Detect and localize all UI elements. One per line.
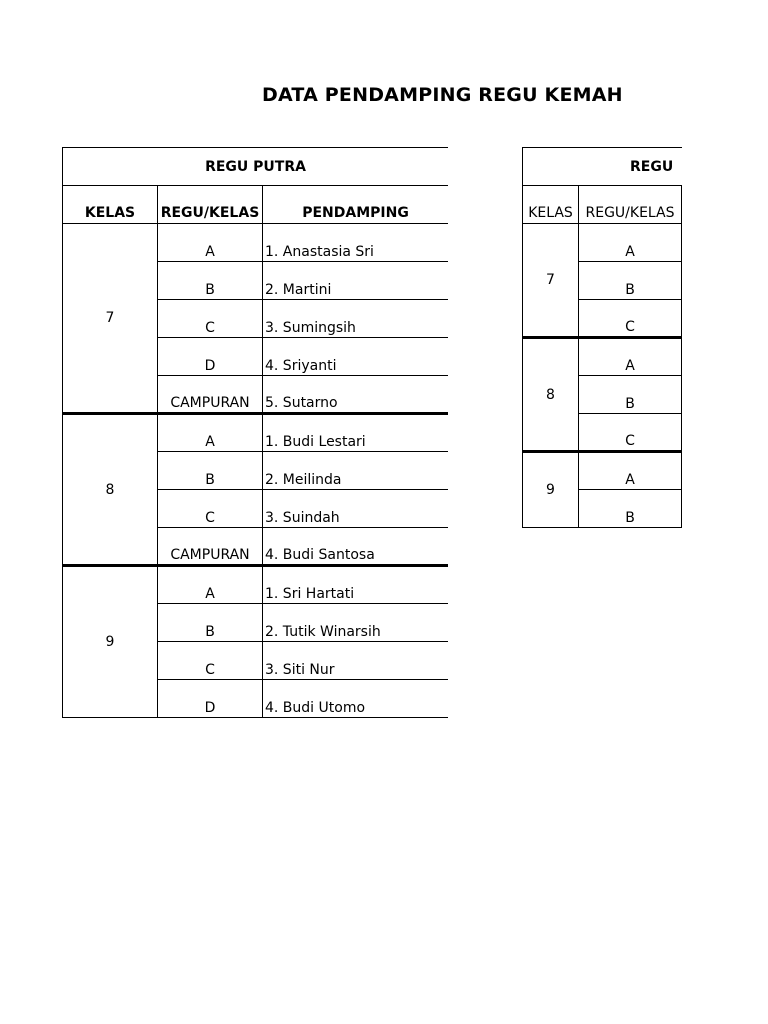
regu-cell: B bbox=[158, 452, 263, 490]
regu-cell: D bbox=[158, 338, 263, 376]
kelas-cell: 8 bbox=[523, 338, 579, 452]
regu-cell: B bbox=[579, 262, 682, 300]
table-row bbox=[63, 566, 449, 604]
kelas-cell: 9 bbox=[63, 566, 158, 718]
regu-cell: C bbox=[158, 642, 263, 680]
regu-putra-table bbox=[62, 147, 448, 718]
table-row bbox=[523, 452, 683, 490]
table-row bbox=[523, 338, 683, 376]
kelas-cell: 8 bbox=[63, 414, 158, 566]
pendamping-cell: 4. Sriyanti bbox=[263, 338, 449, 376]
pendamping-cell: 2. Tutik Winarsih bbox=[263, 604, 449, 642]
pendamping-cell: 1. Sri Hartati bbox=[263, 566, 449, 604]
regu-cell: C bbox=[158, 490, 263, 528]
pendamping-cell: 2. Martini bbox=[263, 262, 449, 300]
kelas-cell: 9 bbox=[523, 452, 579, 528]
regu-cell: B bbox=[579, 376, 682, 414]
column-header-regu-kelas: REGU/KELAS bbox=[579, 186, 682, 224]
pendamping-cell: 3. Siti Nur bbox=[263, 642, 449, 680]
blank-cell bbox=[682, 338, 683, 376]
pendamping-cell: 4. Budi Utomo bbox=[263, 680, 449, 718]
blank-cell bbox=[682, 376, 683, 414]
regu-cell: A bbox=[579, 224, 682, 262]
column-header-blank bbox=[682, 186, 683, 224]
regu-putri-table bbox=[522, 147, 682, 528]
blank-cell bbox=[682, 300, 683, 338]
regu-cell: B bbox=[158, 262, 263, 300]
regu-cell: A bbox=[579, 452, 682, 490]
regu-cell: D bbox=[158, 680, 263, 718]
kelas-cell: 7 bbox=[523, 224, 579, 338]
blank-cell bbox=[682, 224, 683, 262]
pendamping-cell: 5. Sutarno bbox=[263, 376, 449, 414]
pendamping-cell: 4. Budi Santosa bbox=[263, 528, 449, 566]
pendamping-cell: 3. Suindah bbox=[263, 490, 449, 528]
blank-cell bbox=[682, 262, 683, 300]
regu-cell: C bbox=[579, 300, 682, 338]
blank-cell bbox=[682, 490, 683, 528]
regu-cell: CAMPURAN bbox=[158, 376, 263, 414]
pendamping-cell: 3. Sumingsih bbox=[263, 300, 449, 338]
table-row bbox=[63, 414, 449, 452]
regu-cell: A bbox=[158, 224, 263, 262]
regu-cell: C bbox=[158, 300, 263, 338]
regu-cell: A bbox=[158, 414, 263, 452]
regu-cell: C bbox=[579, 414, 682, 452]
regu-putri-heading: REGU bbox=[523, 148, 683, 186]
blank-cell bbox=[682, 452, 683, 490]
kelas-cell: 7 bbox=[63, 224, 158, 414]
regu-putri-sheet bbox=[522, 147, 682, 537]
regu-putra-sheet bbox=[62, 147, 448, 730]
page-title: DATA PENDAMPING REGU KEMAH bbox=[262, 84, 623, 106]
column-header-regu-kelas: REGU/KELAS bbox=[158, 186, 263, 224]
regu-cell: A bbox=[158, 566, 263, 604]
table-row bbox=[63, 224, 449, 262]
pendamping-cell: 2. Meilinda bbox=[263, 452, 449, 490]
regu-putra-heading: REGU PUTRA bbox=[63, 148, 449, 186]
regu-cell: B bbox=[579, 490, 682, 528]
column-header-kelas: KELAS bbox=[63, 186, 158, 224]
pendamping-cell: 1. Anastasia Sri bbox=[263, 224, 449, 262]
regu-cell: A bbox=[579, 338, 682, 376]
column-header-kelas: KELAS bbox=[523, 186, 579, 224]
column-header-pendamping: PENDAMPING bbox=[263, 186, 449, 224]
regu-cell: B bbox=[158, 604, 263, 642]
table-row bbox=[523, 224, 683, 262]
pendamping-cell: 1. Budi Lestari bbox=[263, 414, 449, 452]
blank-cell bbox=[682, 414, 683, 452]
regu-cell: CAMPURAN bbox=[158, 528, 263, 566]
